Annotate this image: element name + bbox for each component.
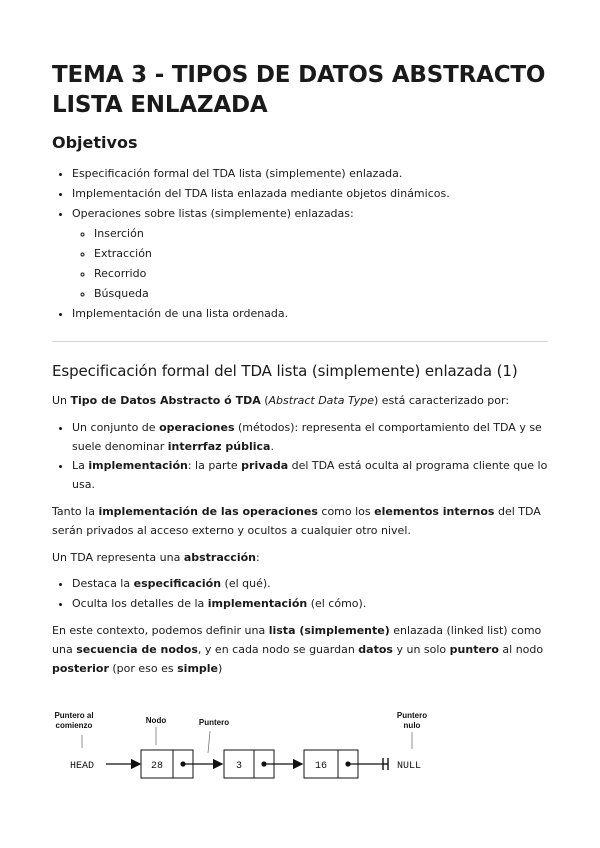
node-value: 28 <box>150 761 164 772</box>
linked-list-diagram <box>52 705 548 785</box>
list-item: • Implementación del TDA lista enlazada mediante objetos dinámicos. <box>72 184 548 204</box>
list-item: ◦ Recorrido <box>94 264 548 284</box>
start-pointer-label: Puntero al <box>54 711 94 720</box>
list-item: • Oculta los detalles de la implementación (el cómo). <box>72 594 548 614</box>
list-item: • Destaca la especificación (el qué). <box>72 574 548 594</box>
characteristics-list <box>52 418 548 494</box>
node-value: 3 <box>235 761 243 772</box>
divider <box>52 341 548 342</box>
list-item: • Implementación de una lista ordenada. <box>72 304 548 324</box>
section-heading: Especificación formal del TDA lista (simplemente) enlazada (1) <box>52 362 518 380</box>
node-value: 16 <box>314 761 328 772</box>
definition-paragraph: En este contexto, podemos definir una lista (simplemente) enlazada (linked list) como una secuencia de nodos, y en cada nodo se guardan datos y un solo puntero al nodo posterior (por eso es simple) <box>52 624 544 675</box>
list-item: • Especificación formal del TDA lista (simplemente) enlazada. <box>72 164 548 184</box>
privacy-paragraph: Tanto la implementación de las operaciones como los elementos internos del TDA serán privados al acceso externo y ocultos a cualquier otro nivel. <box>52 505 541 537</box>
objectives-list <box>52 164 548 324</box>
start-pointer-label: comienzo <box>55 721 93 730</box>
head-label: HEAD <box>70 761 95 772</box>
intro-paragraph: Un Tipo de Datos Abstracto ó TDA (Abstract Data Type) está caracterizado por: <box>52 394 510 407</box>
list-item: ◦ Búsqueda <box>94 284 548 304</box>
label-leader <box>208 731 210 753</box>
null-pointer-label: nulo <box>403 721 421 730</box>
document-page <box>52 60 548 688</box>
page-title: TEMA 3 - TIPOS DE DATOS ABSTRACTO LISTA ENLAZADA <box>52 62 546 118</box>
operations-sublist <box>72 224 548 304</box>
abstraction-list <box>52 574 548 614</box>
list-item <box>72 204 548 304</box>
list-item-text: Operaciones sobre listas (simplemente) enlazadas: <box>72 207 354 220</box>
list-item: • Un conjunto de operaciones (métodos): representa el comportamiento del TDA y se suele denominar interrfaz pública. <box>72 418 548 456</box>
list-item: ◦ Inserción <box>94 224 548 244</box>
pointer-label: Puntero <box>198 718 230 727</box>
null-terminator-icon <box>383 758 388 770</box>
null-pointer-label: Puntero <box>396 711 428 720</box>
list-item: ◦ Extracción <box>94 244 548 264</box>
null-label: NULL <box>397 761 422 772</box>
objectives-heading: Objetivos <box>52 133 138 152</box>
list-item: • La implementación: la parte privada del TDA está oculta al programa cliente que lo usa. <box>72 456 548 494</box>
node-label: Nodo <box>145 716 167 725</box>
abstraction-paragraph: Un TDA representa una abstracción: <box>52 551 260 564</box>
